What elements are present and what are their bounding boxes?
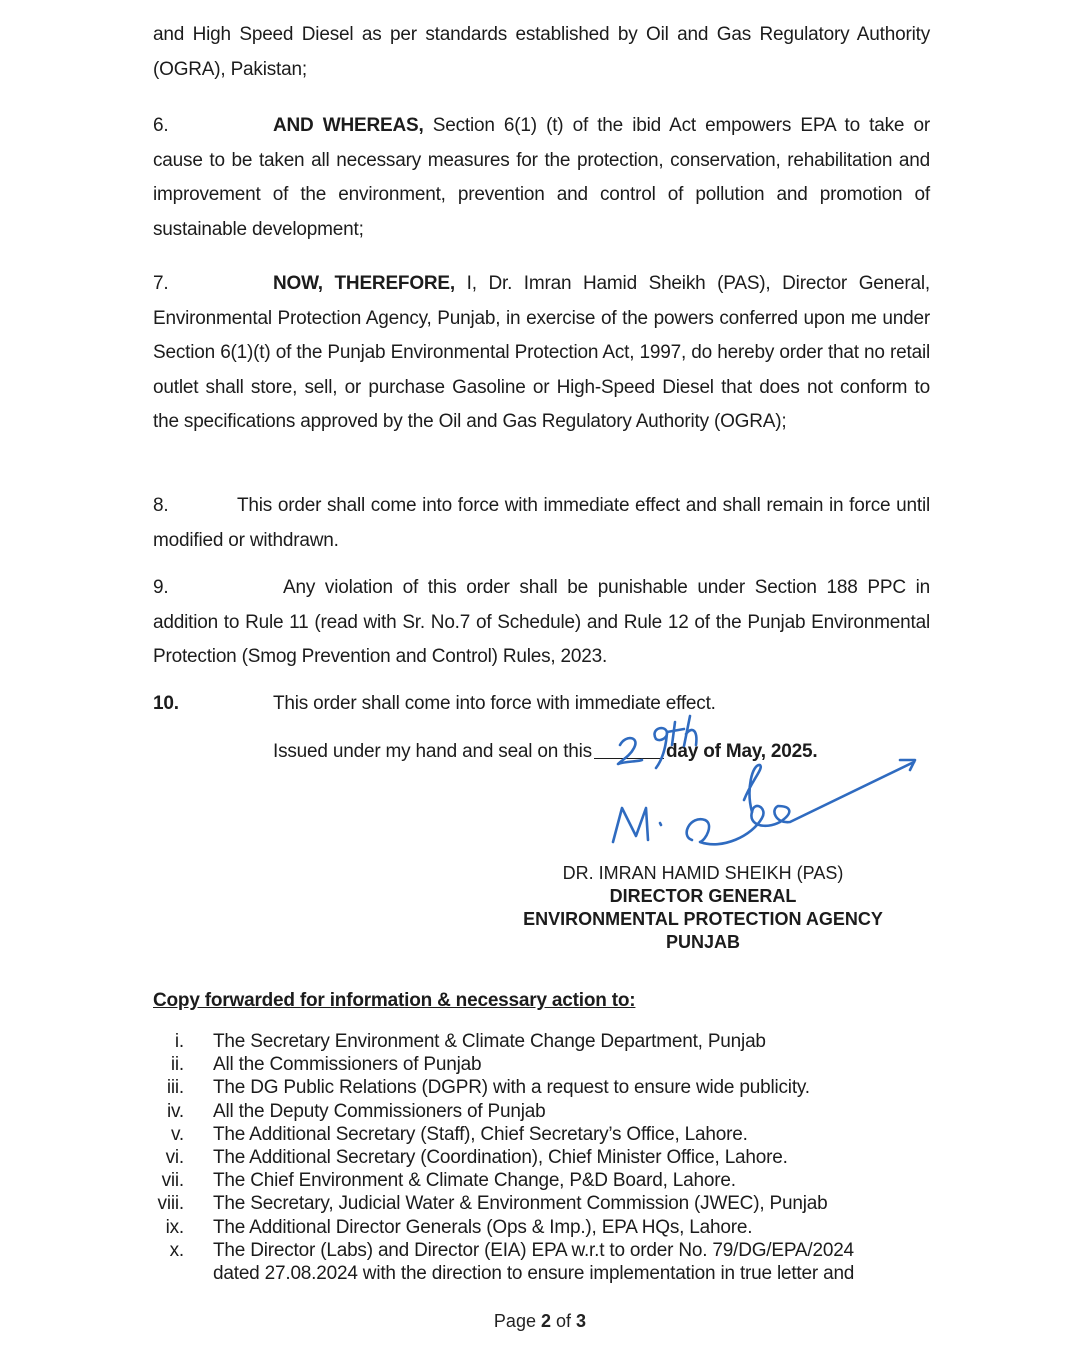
intro-text: and High Speed Diesel as per standards established by Oil and Gas Regulatory Authority (OGRA), Pakistan;: [153, 24, 930, 80]
list-numeral: vii.: [161, 1170, 184, 1192]
paragraph-number: 8.: [153, 495, 169, 516]
copy-forwarded-heading: Copy forwarded for information & necessary action to:: [153, 990, 636, 1011]
list-text: All the Commissioners of Punjab: [213, 1054, 482, 1076]
signatory-agency: ENVIRONMENTAL PROTECTION AGENCY: [523, 909, 883, 929]
list-item: [140, 1216, 920, 1239]
list-numeral: ii.: [170, 1054, 184, 1076]
list-text: The Additional Secretary (Staff), Chief Secretary’s Office, Lahore.: [213, 1123, 748, 1145]
list-text: dated 27.08.2024 with the direction to ensure implementation in true letter and: [213, 1263, 855, 1285]
list-numeral: iii.: [166, 1077, 184, 1099]
paragraph-number: 6.: [153, 115, 169, 136]
list-text: All the Deputy Commissioners of Punjab: [213, 1100, 546, 1122]
issued-suffix: day of May, 2025.: [665, 741, 818, 762]
total-pages: 3: [576, 1311, 587, 1331]
signatory-block: [500, 862, 906, 954]
list-text: The Chief Environment & Climate Change, P&D Board, Lahore.: [213, 1170, 736, 1192]
list-text: The DG Public Relations (DGPR) with a request to ensure wide publicity.: [213, 1077, 810, 1099]
current-page: 2: [540, 1311, 551, 1331]
list-text: The Secretary, Judicial Water & Environment Commission (JWEC), Punjab: [213, 1193, 828, 1215]
list-numeral: i.: [174, 1031, 184, 1052]
paragraph-10-text: This order shall come into force with immediate effect.: [273, 693, 716, 714]
issued-line: [273, 741, 817, 763]
list-item: [140, 1030, 920, 1053]
paragraph-6: [153, 109, 930, 247]
list-item: [140, 1076, 920, 1099]
paragraph-text: Section 6(1) (t) of the ibid Act empowers EPA to take or cause to be taken all necessary measures for the protection, conservation, rehabilitation and improvement of the environment, prevention and control of pollution and promotion of sustainable development;: [153, 115, 930, 240]
list-item: [140, 1053, 920, 1076]
list-text: The Director (Labs) and Director (EIA) EPA w.r.t to order No. 79/DG/EPA/2024: [213, 1239, 854, 1261]
list-item: [140, 1169, 920, 1192]
signatory-region: PUNJAB: [665, 932, 740, 952]
signatory-title: DIRECTOR GENERAL: [609, 886, 797, 906]
list-numeral: iv.: [167, 1100, 184, 1122]
list-text: The Additional Director Generals (Ops & Imp.), EPA HQs, Lahore.: [213, 1216, 753, 1238]
list-item-continuation: [140, 1262, 920, 1285]
list-numeral: viii.: [157, 1193, 184, 1215]
list-item: [140, 1146, 920, 1169]
list-item: [140, 1100, 920, 1123]
of-label: of: [556, 1311, 572, 1331]
issued-prefix: Issued under my hand and seal on this: [273, 741, 592, 762]
paragraph-9: [153, 571, 930, 675]
paragraph-text: This order shall come into force with immediate effect and shall remain in force until modified or withdrawn.: [153, 495, 930, 551]
list-text: The Secretary Environment & Climate Change Department, Punjab: [213, 1031, 766, 1052]
list-numeral-empty: [140, 1262, 213, 1285]
list-item: [140, 1123, 920, 1146]
list-numeral: ix.: [165, 1216, 184, 1238]
paragraph-lead: NOW, THEREFORE,: [273, 273, 455, 294]
copy-forwarded-list: [140, 1030, 920, 1285]
page-footer: [0, 1311, 1080, 1332]
list-item: [140, 1239, 920, 1262]
paragraph-number: 7.: [153, 273, 169, 294]
page-label: Page: [493, 1311, 536, 1331]
list-item: [140, 1192, 920, 1215]
signatory-name: DR. IMRAN HAMID SHEIKH (PAS): [562, 863, 844, 883]
list-numeral: vi.: [165, 1147, 184, 1169]
paragraph-text: I, Dr. Imran Hamid Sheikh (PAS), Director General, Environmental Protection Agency, Punjab, in exercise of the powers conferred upon me under Section 6(1)(t) of the Punjab Environmental Protection Act, 1997, do hereby order that no retail outlet shall store, sell, or purchase Gasoline or High-Speed Diesel that does not conform to the specifications approved by the Oil and Gas Regulatory Authority (OGRA);: [153, 273, 930, 432]
paragraph-text: Any violation of this order shall be punishable under Section 188 PPC in addition to Rule 11 (read with Sr. No.7 of Schedule) and Rule 12 of the Punjab Environmental Protection (Smog Prevention and Control) Rules, 2023.: [153, 577, 930, 667]
day-blank: [594, 744, 664, 759]
intro-continuation: [153, 18, 930, 87]
paragraph-number: 9.: [153, 577, 169, 598]
list-numeral: v.: [171, 1123, 184, 1145]
paragraph-7: [153, 267, 930, 440]
list-numeral: x.: [169, 1239, 184, 1261]
paragraph-lead: AND WHEREAS,: [273, 115, 424, 136]
list-text: The Additional Secretary (Coordination), Chief Minister Office, Lahore.: [213, 1147, 788, 1169]
paragraph-8: [153, 489, 930, 558]
paragraph-10-number: 10.: [153, 693, 179, 714]
